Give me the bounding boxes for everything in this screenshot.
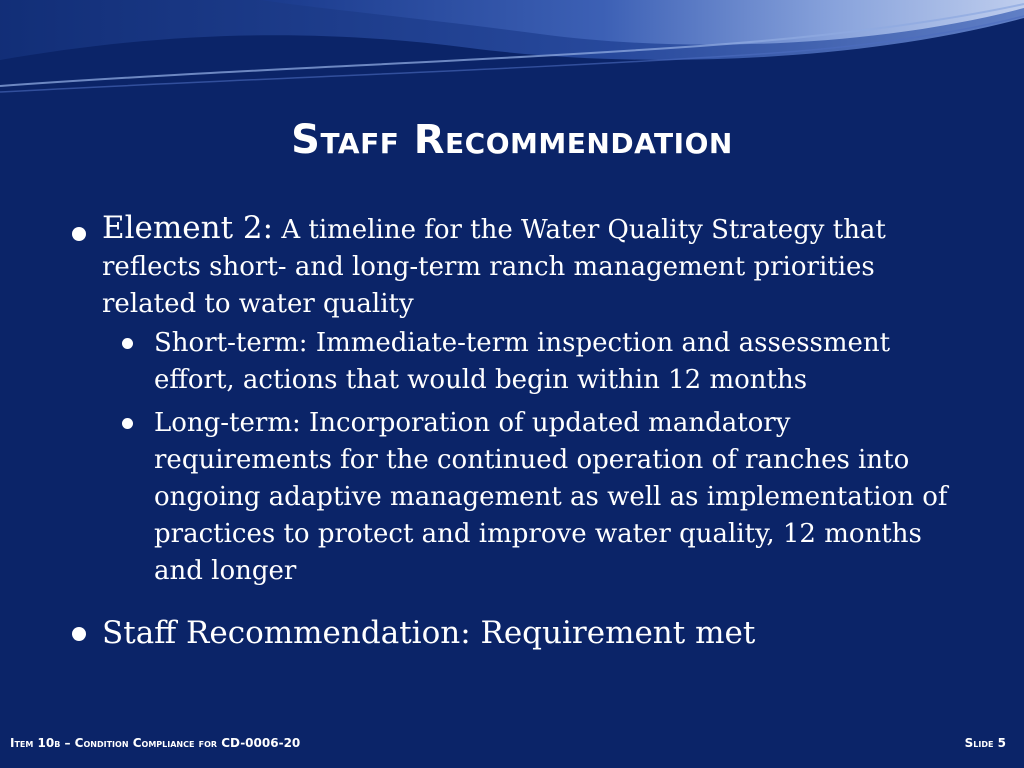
sub-bullet-dot-icon <box>122 338 133 349</box>
bullet-dot-icon <box>72 627 86 641</box>
footer-slide-number: Slide 5 <box>964 736 1006 750</box>
bullet-text: A timeline for the Water Quality Strategy that reflects short- and long-term ranch management priorities related to water quality <box>102 215 886 319</box>
sub-bullet-list <box>102 325 972 590</box>
bullet-lead: Element 2: <box>102 210 274 246</box>
slide-title: Staff Recommendation <box>291 117 733 163</box>
slide-content <box>72 210 972 652</box>
sub-bullet-text: Long-term: Incorporation of updated mandatory requirements for the continued operation of ranches into ongoing adaptive management as well as implementation of practices to protect and improve water quality, 12 months and longer <box>154 408 948 586</box>
sub-bullet-short-term <box>114 325 972 399</box>
bullet-dot-icon <box>72 227 86 241</box>
sub-bullet-long-term <box>114 405 972 590</box>
sub-bullet-text: Short-term: Immediate-term inspection and assessment effort, actions that would begin within 12 months <box>154 328 891 395</box>
footer-item-label: Item 10b – Condition Compliance for CD-0006-20 <box>10 736 301 750</box>
bullet-text: Staff Recommendation: Requirement met <box>102 615 756 651</box>
bullet-staff-recommendation <box>72 614 972 652</box>
sub-bullet-dot-icon <box>122 418 133 429</box>
bullet-element-2 <box>72 210 972 590</box>
header-wave-decoration <box>0 0 1024 100</box>
